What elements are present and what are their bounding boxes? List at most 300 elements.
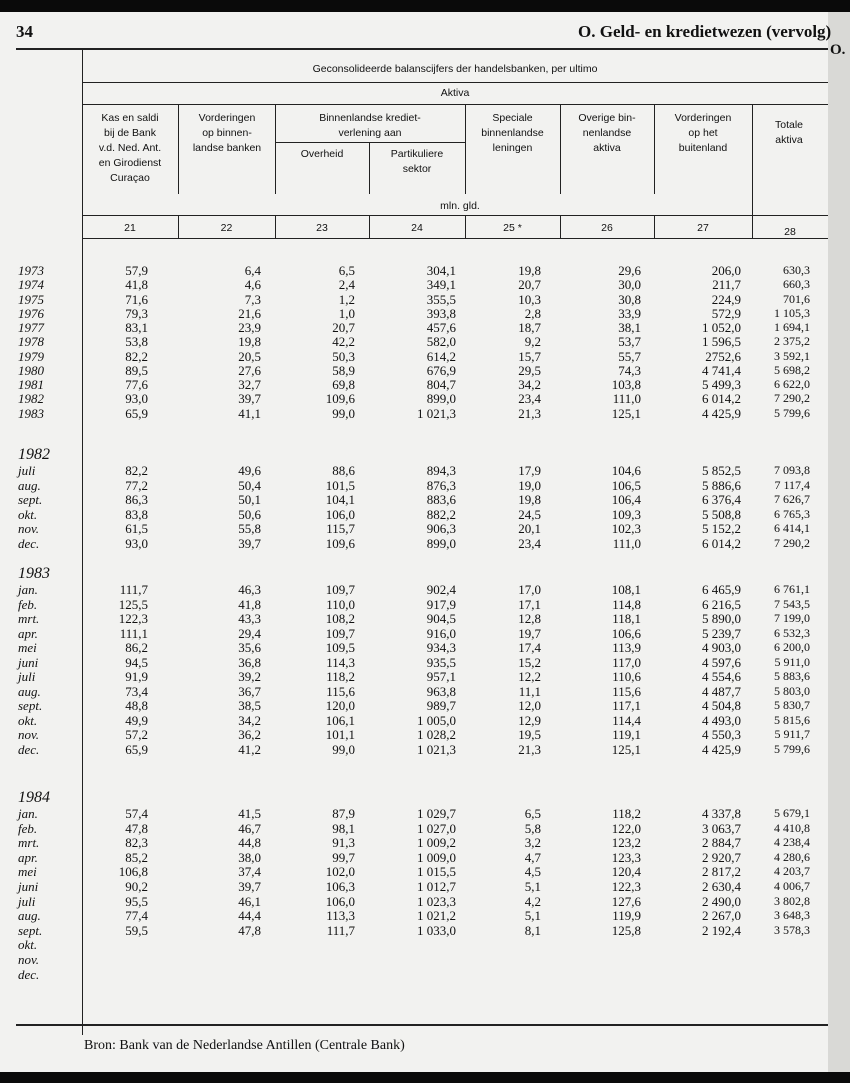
row-label: 1975	[18, 291, 44, 307]
cell-col22: 32,7	[238, 377, 261, 392]
cell-col23: 106,3	[325, 879, 355, 894]
cell-col26: 122,3	[611, 879, 641, 894]
col27-header	[655, 111, 751, 156]
col24-line: sektor	[402, 163, 432, 175]
cell-col24: 963,8	[426, 683, 456, 699]
group-heading: 1983	[18, 565, 50, 582]
rule-title	[82, 82, 828, 83]
cell-col27: 6 014,2	[702, 536, 741, 551]
col25-header	[466, 111, 559, 156]
cell-col27: 206,0	[711, 263, 741, 278]
cell-col28: 4 410,8	[774, 820, 810, 835]
col24-header	[370, 147, 464, 177]
cell-col22: 38,5	[238, 698, 261, 713]
cell-col27: 2 884,7	[702, 835, 741, 851]
cell-col23: 109,7	[325, 582, 355, 597]
row-label: 1978	[18, 334, 44, 350]
cell-col21: 77,6	[125, 377, 148, 392]
cell-col23: 118,2	[326, 669, 355, 684]
row-label: juni	[18, 654, 39, 670]
group-heading: 1982	[18, 446, 50, 463]
cell-col27: 2 192,4	[702, 922, 741, 938]
cell-col23: 101,1	[325, 727, 355, 742]
cell-col26: 111,0	[612, 536, 641, 551]
cell-col27: 2 817,2	[702, 864, 741, 880]
cell-col27: 3 063,7	[702, 820, 741, 836]
cell-col27: 4 493,0	[702, 712, 741, 728]
row-label: apr.	[18, 625, 38, 641]
cell-col25: 15,7	[518, 348, 541, 364]
cell-col28: 5 911,7	[774, 727, 810, 741]
cell-col28: 6 622,0	[774, 377, 810, 391]
row-label: mei	[18, 864, 37, 880]
row-label: 1981	[18, 377, 44, 392]
cell-col22: 7,3	[244, 291, 261, 307]
cell-col21: 83,1	[125, 320, 148, 335]
cell-col23: 99,7	[332, 849, 355, 865]
row-label: juni	[18, 879, 39, 894]
cell-col24: 904,5	[426, 611, 456, 626]
cell-col24: 582,0	[426, 334, 456, 350]
cell-col25: 6,5	[524, 806, 541, 821]
cell-col24: 1 021,3	[417, 741, 456, 757]
cell-col21: 65,9	[125, 405, 148, 421]
col22-line: op binnen-	[202, 127, 252, 139]
colnum-27: 27	[697, 222, 709, 234]
cell-col23: 99,0	[332, 741, 355, 757]
next-page-edge	[828, 12, 850, 1072]
cell-col27: 4 550,3	[702, 727, 741, 742]
cell-col25: 12,9	[518, 712, 541, 728]
cell-col21: 93,0	[125, 391, 148, 407]
cell-col24: 894,3	[426, 463, 456, 478]
cell-col21: 53,8	[125, 334, 148, 350]
row-label: jan.	[18, 582, 38, 597]
cell-col28: 3 578,3	[774, 922, 810, 937]
cell-col27: 4 741,4	[702, 362, 741, 378]
colnum-23: 23	[316, 222, 328, 234]
col27-line: buitenland	[678, 142, 728, 154]
cell-col22: 44,4	[238, 908, 261, 924]
cell-col28: 6 532,3	[774, 625, 810, 640]
row-label: juli	[18, 669, 36, 684]
cell-col21: 94,5	[125, 654, 148, 670]
cell-col28: 7 093,8	[774, 463, 810, 477]
cell-col24: 1 009,2	[417, 835, 456, 851]
cell-col28: 4 280,6	[774, 849, 810, 864]
cell-col24: 876,3	[426, 477, 456, 493]
cell-col23: 115,6	[326, 683, 355, 699]
cell-col28: 7 543,5	[774, 596, 810, 611]
cell-col25: 21,3	[518, 741, 541, 757]
cell-col28: 6 200,0	[774, 640, 810, 654]
cell-col23: 109,6	[325, 391, 355, 407]
cell-col27: 211,7	[712, 277, 741, 293]
cell-col25: 11,1	[518, 683, 541, 699]
group-heading: 1984	[18, 789, 50, 806]
cell-col22: 50,1	[238, 492, 261, 508]
row-label: aug.	[18, 908, 41, 924]
cell-col25: 9,2	[524, 334, 541, 350]
cell-col26: 109,3	[611, 506, 641, 522]
cell-col23: 20,7	[332, 320, 355, 335]
cell-col21: 48,8	[125, 698, 148, 713]
cell-col24: 614,2	[426, 348, 456, 364]
cell-col21: 59,5	[125, 922, 148, 938]
cell-col21: 106,8	[118, 864, 148, 880]
cell-col28: 7 626,7	[774, 492, 810, 507]
row-label: feb.	[18, 820, 38, 836]
cell-col22: 44,8	[238, 835, 261, 851]
col24-line: Partikuliere	[390, 148, 444, 160]
cell-col28: 701,6	[783, 291, 810, 306]
row-label: dec.	[18, 966, 40, 982]
cell-col22: 39,7	[238, 879, 261, 894]
cell-col22: 36,7	[238, 683, 261, 699]
cell-col24: 1 033,0	[417, 922, 456, 938]
cell-col28: 7 290,2	[774, 391, 810, 406]
cell-col21: 83,8	[125, 506, 148, 522]
cell-col25: 17,0	[518, 582, 541, 597]
cell-col28: 3 592,1	[774, 348, 810, 363]
cell-col27: 1 596,5	[702, 334, 741, 350]
cell-col26: 30,0	[618, 277, 641, 293]
cell-col24: 1 029,7	[417, 806, 456, 821]
cell-col26: 119,1	[612, 727, 641, 742]
colnum-28: 28	[784, 226, 796, 238]
cell-col21: 49,9	[125, 712, 148, 728]
cell-col28: 5 679,1	[774, 806, 810, 820]
cell-col26: 108,1	[611, 582, 641, 597]
cell-col27: 5 239,7	[702, 625, 741, 641]
col26-line: nenlandse	[582, 127, 632, 139]
cell-col23: 2,4	[338, 277, 355, 293]
cell-col24: 906,3	[426, 521, 456, 537]
cell-col24: 1 012,7	[417, 879, 456, 894]
cell-col25: 12,2	[518, 669, 541, 684]
left-rule	[82, 50, 83, 1035]
unit-label: mln. gld.	[440, 200, 480, 212]
cell-col26: 110,6	[612, 669, 641, 684]
cell-col26: 127,6	[611, 893, 641, 909]
cell-col24: 899,0	[426, 391, 456, 407]
cell-col26: 38,1	[618, 320, 641, 335]
cell-col21: 90,2	[125, 879, 148, 894]
cell-col28: 1 105,3	[774, 305, 810, 320]
cell-col27: 5 499,3	[702, 377, 741, 392]
cell-col26: 55,7	[618, 348, 641, 364]
cell-col23: 50,3	[332, 348, 355, 364]
col28-line: Totale	[774, 119, 804, 131]
cell-col26: 113,9	[612, 640, 641, 655]
cell-col23: 109,7	[325, 625, 355, 641]
cell-col24: 934,3	[426, 640, 456, 655]
col21-line: Curaçao	[110, 172, 150, 184]
cell-col28: 4 006,7	[774, 879, 810, 893]
cell-col21: 82,2	[125, 463, 148, 478]
cell-col27: 4 425,9	[702, 741, 741, 757]
cell-col27: 6 216,5	[702, 596, 741, 612]
cell-col26: 115,6	[612, 683, 641, 699]
col21-line: en Girodienst	[98, 157, 162, 169]
cell-col26: 106,6	[611, 625, 641, 641]
cell-col23: 1,2	[338, 291, 355, 307]
cell-col25: 2,8	[524, 305, 541, 321]
colnum-21: 21	[124, 222, 136, 234]
cell-col26: 119,9	[612, 908, 641, 924]
cell-col25: 5,8	[524, 820, 541, 836]
row-label: okt.	[18, 712, 38, 728]
row-label: 1974	[18, 277, 44, 293]
cell-col22: 46,1	[238, 893, 261, 909]
cell-col25: 19,7	[518, 625, 541, 641]
cell-col26: 125,1	[611, 405, 641, 421]
cell-col24: 899,0	[426, 536, 456, 551]
cell-col25: 20,1	[518, 521, 541, 537]
row-label: 1977	[18, 320, 44, 335]
col25-line: Speciale	[492, 112, 533, 124]
row-label: aug.	[18, 683, 41, 699]
cell-col24: 1 023,3	[417, 893, 456, 909]
cell-col24: 1 028,2	[417, 727, 456, 742]
cell-col21: 65,9	[125, 741, 148, 757]
cell-col24: 989,7	[426, 698, 456, 713]
cell-col21: 86,3	[125, 492, 148, 508]
cell-col21: 79,3	[125, 305, 148, 321]
cell-col25: 4,7	[524, 849, 541, 865]
cell-col25: 23,4	[518, 391, 541, 407]
cell-col25: 21,3	[518, 405, 541, 421]
cell-col23: 42,2	[332, 334, 355, 350]
cell-col27: 4 337,8	[702, 806, 741, 821]
row-label: mrt.	[18, 835, 40, 851]
cell-col25: 29,5	[518, 362, 541, 378]
cell-col21: 86,2	[125, 640, 148, 655]
cell-col26: 123,3	[611, 849, 641, 865]
rule-binnenlandse	[275, 142, 465, 143]
row-label: juli	[18, 463, 36, 478]
cell-col25: 19,0	[518, 477, 541, 493]
cell-col26: 114,8	[612, 596, 641, 612]
colnum-25: 25 *	[503, 222, 522, 234]
col25-line: binnenlandse	[481, 127, 544, 139]
bottom-rule	[16, 1024, 828, 1026]
cell-col27: 4 554,6	[702, 669, 741, 684]
col22-line: landse banken	[192, 142, 262, 154]
cell-col24: 1 027,0	[417, 820, 456, 836]
page-number: 34	[16, 22, 33, 41]
cell-col28: 1 694,1	[774, 320, 810, 334]
cell-col21: 57,2	[125, 727, 148, 742]
cell-col24: 1 009,0	[417, 849, 456, 865]
cell-col23: 1,0	[338, 305, 355, 321]
col23-line: Overheid	[300, 148, 344, 160]
cell-col23: 108,2	[325, 611, 355, 626]
row-label: dec.	[18, 536, 40, 551]
cell-col28: 630,3	[783, 263, 810, 277]
cell-col23: 88,6	[332, 463, 355, 478]
colnum-26: 26	[601, 222, 613, 234]
cell-col27: 6 465,9	[702, 582, 741, 597]
cell-col22: 27,6	[238, 362, 261, 378]
cell-col27: 6 376,4	[702, 492, 741, 508]
cell-col28: 6 414,1	[774, 521, 810, 536]
cell-col27: 2752,6	[705, 348, 741, 364]
cell-col23: 109,5	[325, 640, 355, 655]
cell-col22: 39,2	[238, 669, 261, 684]
cell-col26: 103,8	[611, 377, 641, 392]
cell-col26: 102,3	[611, 521, 641, 537]
cell-col21: 77,4	[125, 908, 148, 924]
cell-col24: 1 021,3	[417, 405, 456, 421]
cell-col26: 120,4	[611, 864, 641, 880]
cell-col23: 98,1	[332, 820, 355, 836]
cell-col27: 4 487,7	[702, 683, 741, 699]
cell-col22: 41,8	[238, 596, 261, 612]
cell-col24: 935,5	[426, 654, 456, 670]
col22-header	[180, 111, 274, 156]
cell-col23: 69,8	[332, 377, 355, 392]
cell-col21: 77,2	[125, 477, 148, 493]
row-label: apr.	[18, 849, 38, 865]
top-rule	[16, 48, 828, 50]
row-label: nov.	[18, 521, 40, 537]
cell-col26: 106,5	[611, 477, 641, 493]
table-title: Geconsolideerde balanscijfers der handelsbanken, per ultimo	[312, 63, 598, 75]
cell-col26: 117,1	[612, 698, 641, 713]
cell-col21: 93,0	[125, 536, 148, 551]
cell-col24: 304,1	[426, 263, 456, 278]
cell-col21: 91,9	[125, 669, 148, 684]
col27-line: Vorderingen	[674, 112, 732, 124]
cell-col26: 125,1	[611, 741, 641, 757]
col26-header	[561, 111, 653, 156]
cell-col21: 89,5	[125, 362, 148, 378]
cell-col21: 41,8	[125, 277, 148, 293]
cell-col22: 50,6	[238, 506, 261, 522]
cell-col27: 2 267,0	[702, 908, 741, 924]
binnenlandse-line: Binnenlandse krediet-	[319, 112, 421, 124]
cell-col24: 1 015,5	[417, 864, 456, 880]
row-label: okt.	[18, 937, 38, 953]
cell-col27: 6 014,2	[702, 391, 741, 407]
row-label: sept.	[18, 698, 43, 713]
cell-col21: 82,3	[125, 835, 148, 851]
col28-line: aktiva	[775, 134, 803, 146]
cell-col26: 104,6	[611, 463, 641, 478]
cell-col25: 19,5	[518, 727, 541, 742]
cell-col23: 6,5	[338, 263, 355, 278]
cell-col22: 55,8	[238, 521, 261, 537]
cell-col22: 39,7	[238, 391, 261, 407]
cell-col24: 1 005,0	[417, 712, 456, 728]
cell-col26: 53,7	[618, 334, 641, 350]
cell-col26: 74,3	[618, 362, 641, 378]
cell-col22: 49,6	[238, 463, 261, 478]
cell-col22: 41,2	[238, 741, 261, 757]
cell-col21: 111,7	[119, 582, 148, 597]
cell-col21: 47,8	[125, 820, 148, 836]
row-label: 1976	[18, 305, 44, 321]
cell-col23: 106,0	[325, 506, 355, 522]
row-label: nov.	[18, 727, 40, 742]
cell-col22: 6,4	[244, 263, 261, 278]
cell-col24: 804,7	[426, 377, 456, 392]
cell-col27: 5 508,8	[702, 506, 741, 522]
cell-col25: 23,4	[518, 536, 541, 551]
cell-col26: 111,0	[612, 391, 641, 407]
cell-col21: 95,5	[125, 893, 148, 909]
cell-col25: 15,2	[518, 654, 541, 670]
cell-col28: 4 203,7	[774, 864, 810, 879]
cell-col26: 125,8	[611, 922, 641, 938]
col21-line: Kas en saldi	[101, 112, 159, 124]
cell-col23: 102,0	[325, 864, 355, 880]
cell-col25: 10,3	[518, 291, 541, 307]
row-label: 1982	[18, 391, 44, 407]
cell-col22: 19,8	[238, 334, 261, 350]
cell-col28: 4 238,4	[774, 835, 810, 850]
cell-col23: 99,0	[332, 405, 355, 421]
cell-col22: 21,6	[238, 305, 261, 321]
cell-col28: 5 883,6	[774, 669, 810, 683]
cell-col22: 46,3	[238, 582, 261, 597]
cell-col25: 4,2	[524, 893, 541, 909]
colnum-24: 24	[411, 222, 423, 234]
cell-col27: 5 886,6	[702, 477, 741, 493]
cell-col22: 46,7	[238, 820, 261, 836]
cell-col25: 19,8	[518, 263, 541, 278]
cell-col22: 20,5	[238, 348, 261, 364]
cell-col25: 18,7	[518, 320, 541, 335]
cell-col26: 30,8	[618, 291, 641, 307]
rule-aktiva	[82, 104, 828, 105]
col23-header	[276, 147, 368, 162]
cell-col28: 6 761,1	[774, 582, 810, 596]
row-label: feb.	[18, 596, 38, 612]
row-label: dec.	[18, 741, 40, 757]
aktiva-heading: Aktiva	[440, 87, 470, 99]
col21-header	[84, 111, 176, 186]
cell-col24: 355,5	[426, 291, 456, 307]
cell-col27: 224,9	[711, 291, 741, 307]
cell-col21: 122,3	[118, 611, 148, 626]
cell-col28: 7 199,0	[774, 611, 810, 625]
cell-col27: 4 597,6	[702, 654, 741, 670]
cell-col21: 73,4	[125, 683, 148, 699]
cell-col23: 106,0	[325, 893, 355, 909]
cell-col23: 110,0	[326, 596, 355, 612]
cell-col26: 29,6	[618, 263, 641, 278]
cell-col23: 109,6	[325, 536, 355, 551]
cell-col26: 117,0	[612, 654, 641, 670]
cell-col25: 12,0	[518, 698, 541, 713]
cell-col25: 3,2	[524, 835, 541, 851]
cell-col22: 29,4	[238, 625, 261, 641]
cell-col23: 58,9	[332, 362, 355, 378]
cell-col25: 5,1	[524, 879, 541, 894]
col28-header	[753, 118, 825, 148]
cell-col28: 3 802,8	[774, 893, 810, 908]
cell-col28: 3 648,3	[774, 908, 810, 923]
cell-col23: 114,3	[326, 654, 355, 670]
cell-col25: 24,5	[518, 506, 541, 522]
cell-col25: 5,1	[524, 908, 541, 924]
colnum-22: 22	[220, 222, 233, 234]
cell-col23: 104,1	[325, 492, 355, 508]
cell-col25: 20,7	[518, 277, 541, 293]
cell-col27: 5 852,5	[702, 463, 741, 478]
